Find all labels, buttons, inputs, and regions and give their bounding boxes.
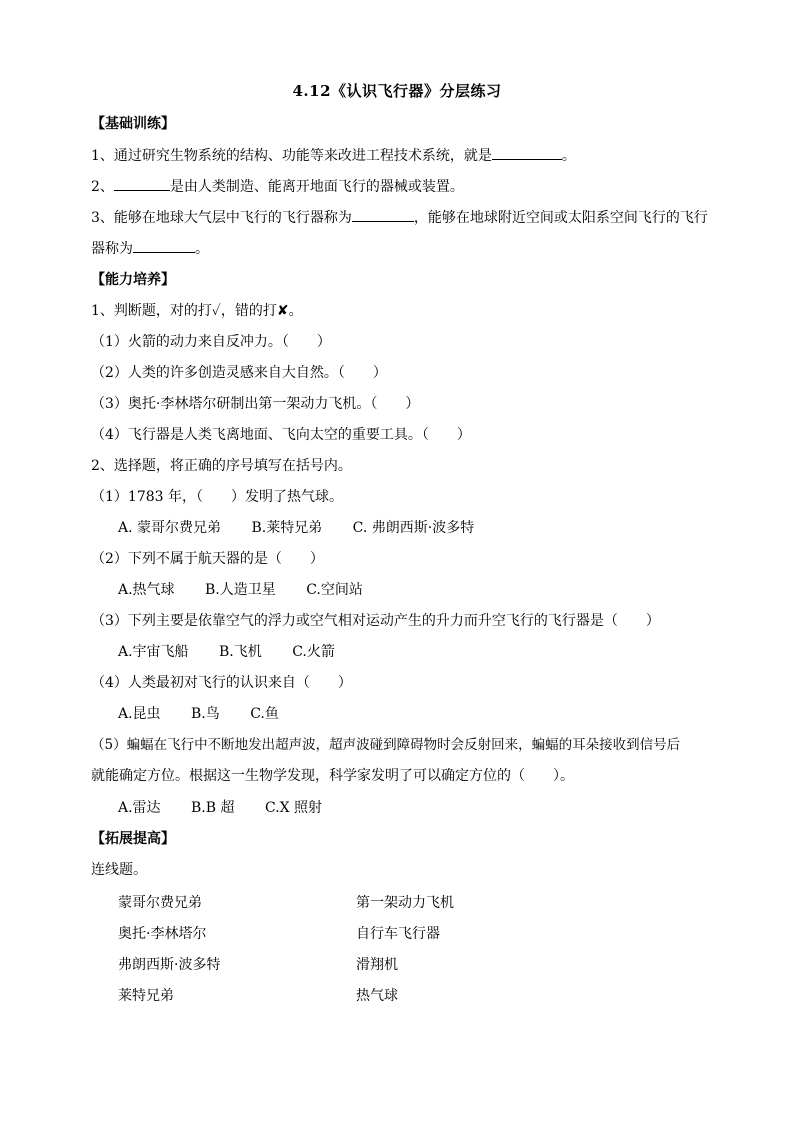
judge-item: （3）奥托·李林塔尔研制出第一架动力飞机。（ ） [91, 396, 420, 412]
choice-options [118, 580, 363, 600]
judge-item: （4）飞行器是人类飞离地面、飞向太空的重要工具。（ ） [91, 427, 471, 443]
answer-blank[interactable] [133, 238, 195, 253]
choice-option: B.鸟 [191, 706, 220, 722]
choice-question: （3）下列主要是依靠空气的浮力或空气相对运动产生的升力而升空飞行的飞行器是（ ） [91, 613, 660, 629]
choice-option: C.鱼 [250, 706, 279, 722]
matching-right-item[interactable]: 第一架动力飞机 [356, 895, 454, 911]
matching-intro: 连线题。 [91, 862, 147, 878]
choice-option: B.飞机 [219, 644, 262, 660]
choice-question: （4）人类最初对飞行的认识来自（ ） [91, 675, 352, 691]
basic-q1-end: 。 [561, 148, 576, 164]
choice-options [118, 798, 322, 818]
matching-left-item[interactable]: 莱特兄弟 [118, 988, 174, 1004]
choice-question: （2）下列不属于航天器的是（ ） [91, 551, 324, 567]
basic-question-3 [91, 207, 708, 228]
basic-q3-text: 3、能够在地球大气层中飞行的飞行器称为 [91, 210, 352, 226]
matching-left-item[interactable]: 弗朗西斯·波多特 [118, 957, 221, 973]
basic-q3-line2: 器称为 [91, 241, 133, 257]
section-heading-ability: 【能力培养】 [91, 272, 175, 288]
judge-item: （2）人类的许多创造灵感来自大自然。（ ） [91, 365, 387, 381]
choice-question: （1）1783 年，（ ）发明了热气球。 [91, 489, 343, 505]
page-title: 4.12《认识飞行器》分层练习 [292, 82, 502, 100]
basic-q1-text: 1、通过研究生物系统的结构、功能等来改进工程技术系统，就是 [91, 148, 492, 164]
choice-option: C.空间站 [306, 582, 363, 598]
choice-option: A.热气球 [118, 582, 175, 598]
choice-option: A. 蒙哥尔费兄弟 [118, 520, 222, 536]
answer-blank[interactable] [352, 207, 414, 222]
choice-options [118, 518, 474, 538]
basic-q2-number: 2、 [91, 179, 114, 195]
matching-left-item[interactable]: 蒙哥尔费兄弟 [118, 895, 202, 911]
basic-question-3-cont [91, 238, 209, 259]
matching-left-item[interactable]: 奥托·李林塔尔 [118, 926, 207, 942]
answer-blank[interactable] [114, 176, 170, 191]
choice-intro: 2、选择题，将正确的序号填写在括号内。 [91, 458, 352, 474]
choice-options [118, 642, 335, 662]
basic-q3-end: 。 [195, 241, 209, 257]
basic-q3-mid: ，能够在地球附近空间或太阳系空间飞行的飞行 [413, 210, 708, 226]
choice-option: C.X 照射 [264, 800, 323, 816]
answer-blank[interactable] [492, 145, 562, 160]
choice-question-5-line1: （5）蝙蝠在飞行中不断地发出超声波，超声波碰到障碍物时会反射回来，蝙蝠的耳朵接收到信号后 [91, 737, 681, 753]
choice-option: C.火箭 [292, 644, 335, 660]
choice-option: A.雷达 [118, 800, 161, 816]
choice-option: A.昆虫 [118, 706, 161, 722]
section-heading-basic: 【基础训练】 [91, 116, 175, 132]
basic-question-2 [91, 176, 464, 197]
matching-right-item[interactable]: 热气球 [356, 988, 398, 1004]
matching-right-item[interactable]: 自行车飞行器 [356, 926, 440, 942]
section-heading-extend: 【拓展提高】 [91, 831, 175, 847]
matching-right-item[interactable]: 滑翔机 [356, 957, 398, 973]
choice-option: B.人造卫星 [205, 582, 276, 598]
basic-q2-text: 是由人类制造、能离开地面飞行的器械或装置。 [169, 179, 464, 195]
choice-question-5-line2: 就能确定方位。根据这一生物学发现，科学家发明了可以确定方位的（ ）。 [91, 768, 574, 784]
choice-option: B.莱特兄弟 [251, 520, 323, 536]
choice-option: C. 弗朗西斯·波多特 [352, 520, 475, 536]
judge-item: （1）火箭的动力来自反冲力。（ ） [91, 334, 331, 350]
judge-intro: 1、判断题，对的打✓，错的打✘。 [91, 303, 303, 319]
basic-question-1 [91, 145, 576, 166]
choice-option: A.宇宙飞船 [118, 644, 189, 660]
choice-options [118, 704, 279, 724]
choice-option: B.B 超 [191, 800, 235, 816]
